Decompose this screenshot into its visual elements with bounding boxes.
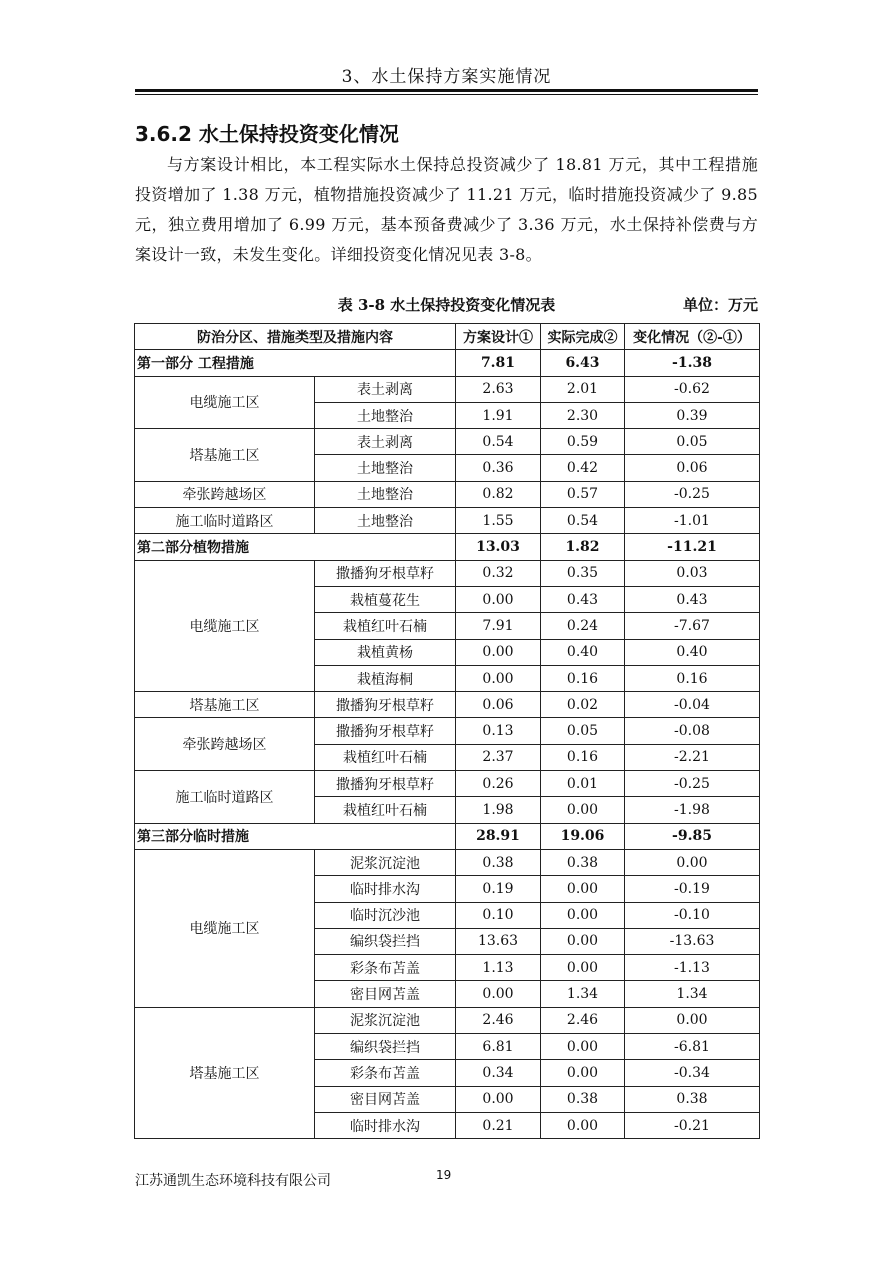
design-value: 0.54 [456,429,541,455]
change-value: 0.00 [625,1007,760,1033]
measure-name: 土地整治 [315,455,456,481]
actual-value: 0.40 [541,639,625,665]
actual-value: 0.00 [541,928,625,954]
design-value: 0.10 [456,902,541,928]
actual-value: 0.43 [541,586,625,612]
actual-value: 0.24 [541,613,625,639]
measure-name: 栽植红叶石楠 [315,797,456,823]
actual-value: 0.16 [541,665,625,691]
design-value: 7.91 [456,613,541,639]
design-value: 0.00 [456,1086,541,1112]
actual-value: 0.00 [541,876,625,902]
measure-name: 撒播狗牙根草籽 [315,692,456,718]
table-caption-row [135,294,758,316]
header-design: 方案设计① [456,324,541,350]
table-row [135,849,760,875]
group-actual-total: 6.43 [541,350,625,376]
zone-name: 电缆施工区 [135,849,315,1007]
table-row [135,771,760,797]
actual-value: 1.34 [541,981,625,1007]
actual-value: 0.35 [541,560,625,586]
change-value: -2.21 [625,744,760,770]
design-value: 0.34 [456,1060,541,1086]
group-change-total: -11.21 [625,534,760,560]
zone-name: 塔基施工区 [135,692,315,718]
design-value: 6.81 [456,1034,541,1060]
actual-value: 2.46 [541,1007,625,1033]
actual-value: 2.30 [541,402,625,428]
table-header-row [135,324,760,350]
measure-name: 栽植红叶石楠 [315,744,456,770]
group-actual-total: 19.06 [541,823,625,849]
design-value: 0.19 [456,876,541,902]
change-value: 0.03 [625,560,760,586]
table-row [135,376,760,402]
change-value: 0.16 [625,665,760,691]
page-number: 19 [436,1168,452,1182]
actual-value: 0.38 [541,1086,625,1112]
group-design-total: 13.03 [456,534,541,560]
design-value: 0.00 [456,981,541,1007]
actual-value: 0.01 [541,771,625,797]
group-row [135,534,760,560]
actual-value: 0.38 [541,849,625,875]
design-value: 1.55 [456,508,541,534]
change-value: -0.08 [625,718,760,744]
actual-value: 0.00 [541,1034,625,1060]
change-value: 0.40 [625,639,760,665]
table-unit: 单位：万元 [682,296,758,314]
group-actual-total: 1.82 [541,534,625,560]
measure-name: 撒播狗牙根草籽 [315,771,456,797]
change-value: -0.34 [625,1060,760,1086]
header-actual: 实际完成② [541,324,625,350]
zone-name: 施工临时道路区 [135,508,315,534]
actual-value: 0.59 [541,429,625,455]
table-row [135,481,760,507]
change-value: -0.04 [625,692,760,718]
change-value: -1.01 [625,508,760,534]
actual-value: 0.00 [541,1060,625,1086]
change-value: -0.62 [625,376,760,402]
actual-value: 0.16 [541,744,625,770]
measure-name: 临时排水沟 [315,1112,456,1138]
measure-name: 临时沉沙池 [315,902,456,928]
change-value: 0.05 [625,429,760,455]
measure-name: 栽植海桐 [315,665,456,691]
group-name: 第三部分临时措施 [135,823,456,849]
group-row [135,350,760,376]
design-value: 0.00 [456,665,541,691]
design-value: 0.36 [456,455,541,481]
change-value: 0.43 [625,586,760,612]
table-row [135,429,760,455]
header-rule-thin [135,94,758,95]
change-value: -1.13 [625,955,760,981]
table-row [135,1007,760,1033]
change-value: -0.19 [625,876,760,902]
header-change: 变化情况（②-①） [625,324,760,350]
footer-company: 江苏通凯生态环境科技有限公司 [135,1173,331,1189]
design-value: 0.21 [456,1112,541,1138]
actual-value: 0.42 [541,455,625,481]
change-value: 1.34 [625,981,760,1007]
table-caption: 表 3-8 水土保持投资变化情况表 [337,296,556,314]
group-change-total: -9.85 [625,823,760,849]
measure-name: 密目网苫盖 [315,1086,456,1112]
measure-name: 彩条布苫盖 [315,1060,456,1086]
table-row [135,718,760,744]
change-value: -0.25 [625,771,760,797]
measure-name: 临时排水沟 [315,876,456,902]
group-name: 第二部分植物措施 [135,534,456,560]
design-value: 0.06 [456,692,541,718]
measure-name: 栽植红叶石楠 [315,613,456,639]
design-value: 0.38 [456,849,541,875]
body-paragraph: 与方案设计相比，本工程实际水土保持总投资减少了 18.81 万元，其中工程措施投资增加了 1.38 万元，植物措施投资减少了 11.21 万元，临时措施投资减少了 9.85 元，独立费用增加了 6.99 万元，基本预备费减少了 3.36 万元，水土保持补偿费与方案设计一致，未发生变化。详细投资变化情况见表 3-8。 [135,155,758,264]
group-row [135,823,760,849]
header-category: 防治分区、措施类型及措施内容 [135,324,456,350]
zone-name: 电缆施工区 [135,376,315,429]
design-value: 2.37 [456,744,541,770]
investment-table [134,323,760,1139]
actual-value: 0.00 [541,797,625,823]
change-value: -0.21 [625,1112,760,1138]
design-value: 1.91 [456,402,541,428]
design-value: 1.13 [456,955,541,981]
measure-name: 土地整治 [315,402,456,428]
measure-name: 密目网苫盖 [315,981,456,1007]
actual-value: 0.05 [541,718,625,744]
design-value: 0.26 [456,771,541,797]
section-title: 3.6.2 水土保持投资变化情况 [135,122,399,146]
change-value: 0.38 [625,1086,760,1112]
table-body [135,350,760,1139]
change-value: 0.06 [625,455,760,481]
zone-name: 电缆施工区 [135,560,315,691]
zone-name: 牵张跨越场区 [135,481,315,507]
measure-name: 土地整治 [315,508,456,534]
table-row [135,508,760,534]
measure-name: 土地整治 [315,481,456,507]
design-value: 1.98 [456,797,541,823]
table-row [135,560,760,586]
change-value: -6.81 [625,1034,760,1060]
design-value: 0.32 [456,560,541,586]
zone-name: 施工临时道路区 [135,771,315,824]
group-design-total: 28.91 [456,823,541,849]
change-value: 0.39 [625,402,760,428]
group-name: 第一部分 工程措施 [135,350,456,376]
measure-name: 泥浆沉淀池 [315,1007,456,1033]
design-value: 13.63 [456,928,541,954]
actual-value: 0.02 [541,692,625,718]
group-change-total: -1.38 [625,350,760,376]
running-header: 3、水土保持方案实施情况 [341,67,552,87]
design-value: 0.00 [456,639,541,665]
measure-name: 彩条布苫盖 [315,955,456,981]
measure-name: 栽植蔓花生 [315,586,456,612]
actual-value: 2.01 [541,376,625,402]
group-design-total: 7.81 [456,350,541,376]
table-row [135,692,760,718]
measure-name: 表土剥离 [315,376,456,402]
design-value: 0.82 [456,481,541,507]
change-value: -7.67 [625,613,760,639]
change-value: -13.63 [625,928,760,954]
change-value: -0.25 [625,481,760,507]
zone-name: 塔基施工区 [135,429,315,482]
measure-name: 栽植黄杨 [315,639,456,665]
measure-name: 编织袋拦挡 [315,1034,456,1060]
actual-value: 0.54 [541,508,625,534]
header-rule-thick [135,89,758,92]
change-value: -1.98 [625,797,760,823]
measure-name: 表土剥离 [315,429,456,455]
actual-value: 0.00 [541,902,625,928]
actual-value: 0.57 [541,481,625,507]
change-value: -0.10 [625,902,760,928]
measure-name: 撒播狗牙根草籽 [315,560,456,586]
design-value: 2.63 [456,376,541,402]
measure-name: 编织袋拦挡 [315,928,456,954]
actual-value: 0.00 [541,1112,625,1138]
zone-name: 牵张跨越场区 [135,718,315,771]
design-value: 0.00 [456,586,541,612]
measure-name: 泥浆沉淀池 [315,849,456,875]
zone-name: 塔基施工区 [135,1007,315,1138]
actual-value: 0.00 [541,955,625,981]
change-value: 0.00 [625,849,760,875]
design-value: 0.13 [456,718,541,744]
design-value: 2.46 [456,1007,541,1033]
measure-name: 撒播狗牙根草籽 [315,718,456,744]
